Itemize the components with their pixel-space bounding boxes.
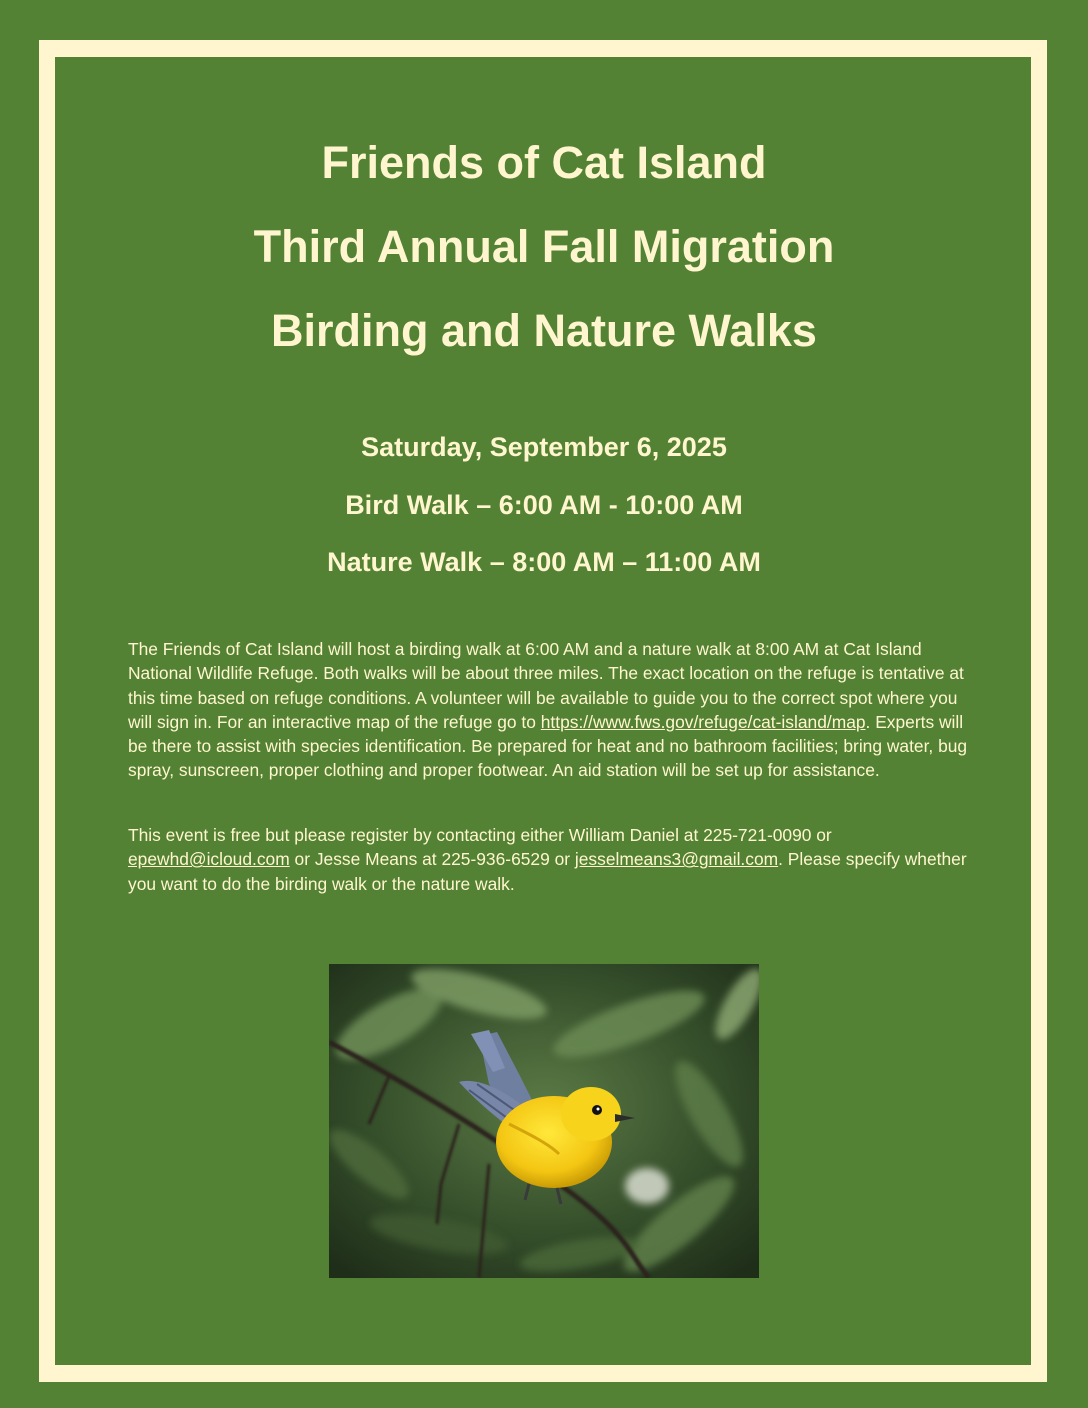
registration-text-2: or Jesse Means at 225-936-6529 or xyxy=(289,849,575,870)
warbler-illustration xyxy=(329,964,759,1278)
description-text-2: . Experts will be there to assist with species identification. Be prepared for heat and no bathroom facilities; bring water, bug spray, sunscreen, proper clothing and proper footwear. An aid station will be set up for assistance. xyxy=(128,711,968,781)
email-link-william[interactable]: epewhd@icloud.com xyxy=(128,849,290,870)
bird-walk-time: Bird Walk – 6:00 AM - 10:00 AM xyxy=(345,490,743,520)
title-line-3: Birding and Nature Walks xyxy=(271,305,817,356)
description-paragraph xyxy=(128,637,968,783)
registration-text-1: This event is free but please register by contacting either William Daniel at 225-721-0090 or xyxy=(128,825,832,845)
email-link-jesse[interactable]: jesselmeans3@gmail.com xyxy=(574,849,779,870)
refuge-map-link[interactable]: https://www.fws.gov/refuge/cat-island/map xyxy=(540,711,866,732)
title-line-2: Third Annual Fall Migration xyxy=(253,221,835,272)
nature-walk-time: Nature Walk – 8:00 AM – 11:00 AM xyxy=(327,547,761,577)
event-date: Saturday, September 6, 2025 xyxy=(361,432,727,462)
registration-text-3: . Please specify whether you want to do the birding walk or the nature walk. xyxy=(128,849,967,894)
warbler-photo xyxy=(329,964,759,1278)
description-text-1: The Friends of Cat Island will host a birding walk at 6:00 AM and a nature walk at 8:00 AM at Cat Island National Wildlife Refuge. Both walks will be about three miles. The exact location on the refuge is tentative at this time based on refuge conditions. A volunteer will be available to guide you to the correct spot where you will sign in. For an interactive map of the refuge go to xyxy=(128,639,964,732)
title-line-1: Friends of Cat Island xyxy=(321,137,767,188)
registration-paragraph xyxy=(128,823,968,896)
